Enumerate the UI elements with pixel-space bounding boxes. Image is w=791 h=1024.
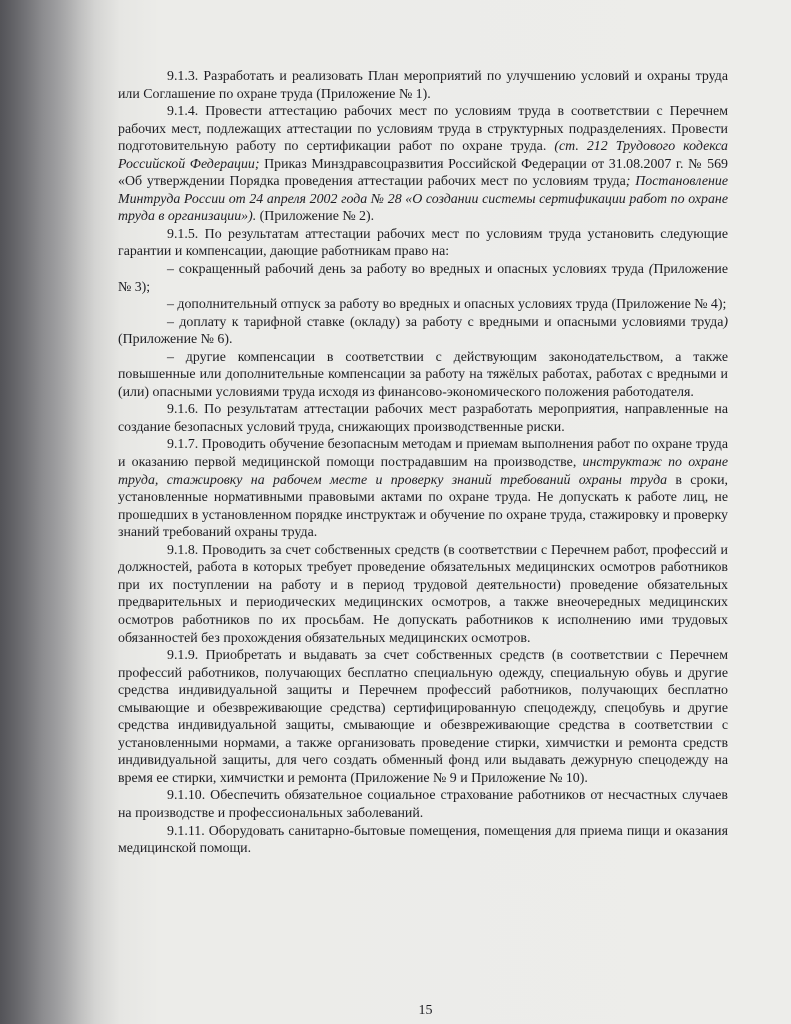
paragraph-9-1-4: 9.1.4. Провести аттестацию рабочих мест по условиям труда в соответствии с Перечнем рабочих мест, подлежащих аттестации по условиям труда в структурных подразделениях. Провести подготовительную работу по сертификации работ по охране труда. (ст. 212 Трудового кодекса Российской Федерации; Приказ Минздравсоцразвития Российской Федерации от 31.08.2007 г. № 569 «Об утверждении Порядка проведения аттестации рабочих мест по условиям труда; Постановление Минтруда России от 24 апреля 2002 года № 28 «О создании системы сертификации работ по охране труда в организации»). (Приложение № 2). — [118, 104, 728, 225]
scan-gutter-shadow — [0, 0, 95, 1024]
dash-item-reduced-day: – сокращенный рабочий день за работу во вредных и опасных условиях труда (Приложение № 3); — [118, 262, 728, 295]
document-body — [118, 68, 728, 858]
paragraph-9-1-8: 9.1.8. Проводить за счет собственных средств (в соответствии с Перечнем работ, профессий и должностей, работа в которых требует проведение обязательных медицинских осмотров работников при их поступлении на работу и в период трудовой деятельности) проведение обязательных предварительных и периодических медицинских осмотров, а также внеочередных медицинских осмотров работников по их просьбам. Не допускать работников к исполнению ими трудовых обязанностей без прохождения обязательных медицинских осмотров. — [118, 542, 728, 646]
paragraph-9-1-7: 9.1.7. Проводить обучение безопасным методам и приемам выполнения работ по охране труда и оказанию первой медицинской помощи пострадавшим на производстве, инструктаж по охране труда, стажировку на рабочем месте и проверку знаний требований охраны труда в сроки, установленные нормативными правовыми актами по охране труда. Не допускать к работе лиц, не прошедших в установленном порядке инструктаж и обучение по охране труда, стажировку и проверку знаний требований охраны труда. — [118, 437, 728, 541]
dash-item-tariff-surcharge: – доплату к тарифной ставке (окладу) за работу с вредными и опасными условиями труда) (Приложение № 6). — [118, 314, 728, 348]
paragraph-9-1-9: 9.1.9. Приобретать и выдавать за счет собственных средств (в соответствии с Перечнем профессий работников, получающих бесплатно специальную одежду, специальную обувь и другие средства индивидуальной защиты и Перечнем профессий работников, получающих бесплатно смывающие и обезвреживающие средства) сертифицированную спецодежду, спецобувь и другие средства индивидуальной защиты, смывающие и обезвреживающие средства в соответствии с установленными нормами, а также организовать проведение стирки, химчистки и ремонта средств индивидуальной защиты, для чего создать обменный фонд или выдавать дежурную спецодежду на время ее стирки, химчистки и ремонта (Приложение № 9 и Приложение № 10). — [118, 648, 728, 786]
paragraph-9-1-10: 9.1.10. Обеспечить обязательное социальное страхование работников от несчастных случаев на производстве и профессиональных заболеваний. — [118, 788, 728, 821]
paragraph-9-1-11: 9.1.11. Оборудовать санитарно-бытовые помещения, помещения для приема пищи и оказания медицинской помощи. — [118, 823, 728, 857]
page-number: 15 — [418, 1003, 433, 1018]
dash-item-additional-leave: – дополнительный отпуск за работу во вредных и опасных условиях труда (Приложение № 4); — [167, 297, 727, 313]
paragraph-9-1-6: 9.1.6. По результатам аттестации рабочих мест разработать мероприятия, направленные на создание безопасных условий труда, снижающих производственные риски. — [118, 402, 728, 435]
paragraph-9-1-5: 9.1.5. По результатам аттестации рабочих мест по условиям труда установить следующие гарантии и компенсации, дающие работникам право на: — [118, 226, 728, 260]
dash-item-other-compensation: – другие компенсации в соответствии с действующим законодательством, а также повышенные или дополнительные компенсации за работу на тяжёлых работах, работах с вредными и (или) опасными условиями труда исходя из финансово-экономического положения работодателя. — [118, 349, 728, 400]
paragraph-9-1-3: 9.1.3. Разработать и реализовать План мероприятий по улучшению условий и охраны труда или Соглашение по охране труда (Приложение № 1). — [118, 69, 728, 102]
